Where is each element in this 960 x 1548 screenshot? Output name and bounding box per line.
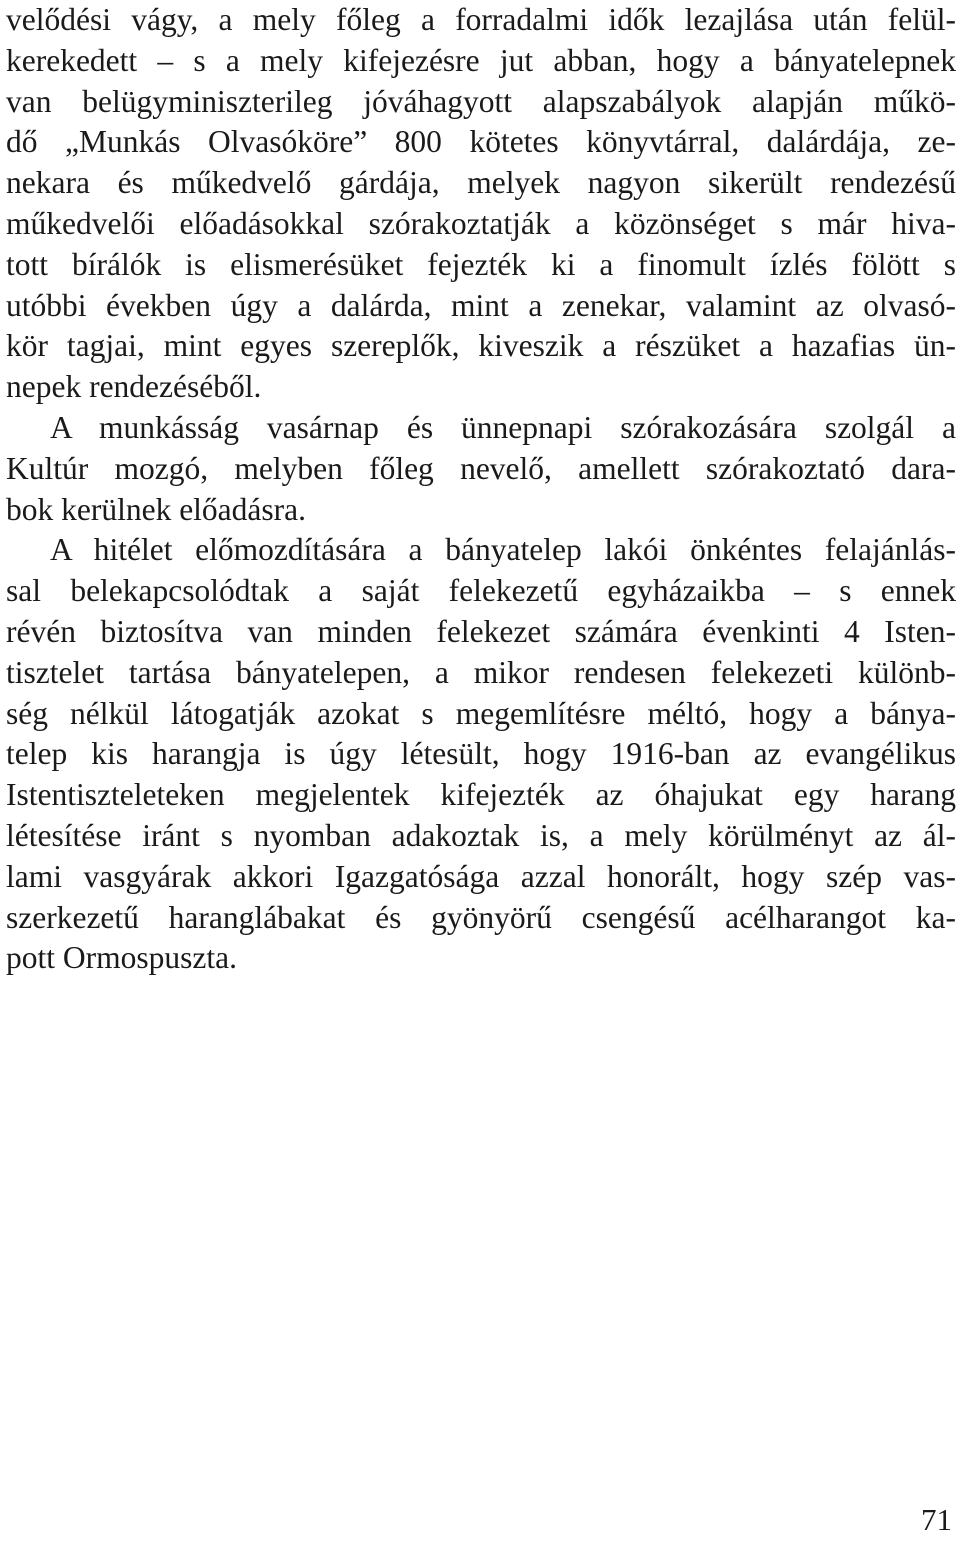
paragraph-3: [6, 530, 956, 979]
text-line: sal belekapcsolódtak a saját felekezetű egyházaikba – s ennek: [6, 573, 956, 609]
text-line: nekara és műkedvelő gárdája, melyek nagyon sikerült rendezésű: [6, 165, 956, 201]
text-line: szerkezetű haranglábakat és gyönyörű csengésű acélharangot ka-: [6, 899, 956, 935]
text-line: ség nélkül látogatják azokat s megemlítésre méltó, hogy a bánya-: [6, 695, 956, 731]
text-line: utóbbi években úgy a dalárda, mint a zenekar, valamint az olvasó-: [6, 287, 956, 323]
text-line: bok kerülnek előadásra.: [6, 491, 307, 527]
paragraph-2: [6, 408, 956, 530]
text-line: kör tagjai, mint egyes szereplők, kiveszik a részüket a hazafias ün-: [6, 328, 956, 364]
text-line: A munkásság vasárnap és ünnepnapi szórakozására szolgál a: [50, 409, 956, 445]
text-line: van belügyminiszterileg jóváhagyott alapszabályok alapján műkö-: [6, 83, 956, 119]
text-line: révén biztosítva van minden felekezet számára évenkinti 4 Isten-: [6, 613, 956, 649]
text-line: velődési vágy, a mely főleg a forradalmi idők lezajlása után felül-: [6, 2, 956, 37]
text-line: tott bírálók is elismerésüket fejezték ki a finomult ízlés fölött s: [6, 246, 956, 282]
text-line: létesítése iránt s nyomban adakoztak is, a mely körülményt az ál-: [6, 817, 956, 853]
text-line: A hitélet előmozdítására a bányatelep lakói önkéntes felajánlás-: [50, 532, 956, 568]
page-number: 71: [921, 1502, 952, 1537]
text-line: pott Ormospuszta.: [6, 940, 237, 976]
text-line: dő „Munkás Olvasóköre” 800 kötetes könyvtárral, dalárdája, ze-: [6, 124, 956, 160]
text-line: lami vasgyárak akkori Igazgatósága azzal honorált, hogy szép vas-: [6, 858, 956, 894]
text-line: nepek rendezéséből.: [6, 369, 262, 405]
text-line: kerekedett – s a mely kifejezésre jut abban, hogy a bányatelepnek: [6, 42, 956, 78]
text-line: Kultúr mozgó, melyben főleg nevelő, amellett szórakoztató dara-: [6, 450, 956, 486]
text-line: tisztelet tartása bányatelepen, a mikor rendesen felekezeti különb-: [6, 654, 956, 690]
text-line: műkedvelői előadásokkal szórakoztatják a közönséget s már hiva-: [6, 205, 956, 241]
text-line: telep kis harangja is úgy létesült, hogy 1916-ban az evangélikus: [6, 736, 956, 772]
paragraph-1: [6, 0, 956, 408]
text-line: Istentiszteleteken megjelentek kifejezték az óhajukat egy harang: [6, 777, 956, 813]
body-text: [6, 0, 956, 979]
